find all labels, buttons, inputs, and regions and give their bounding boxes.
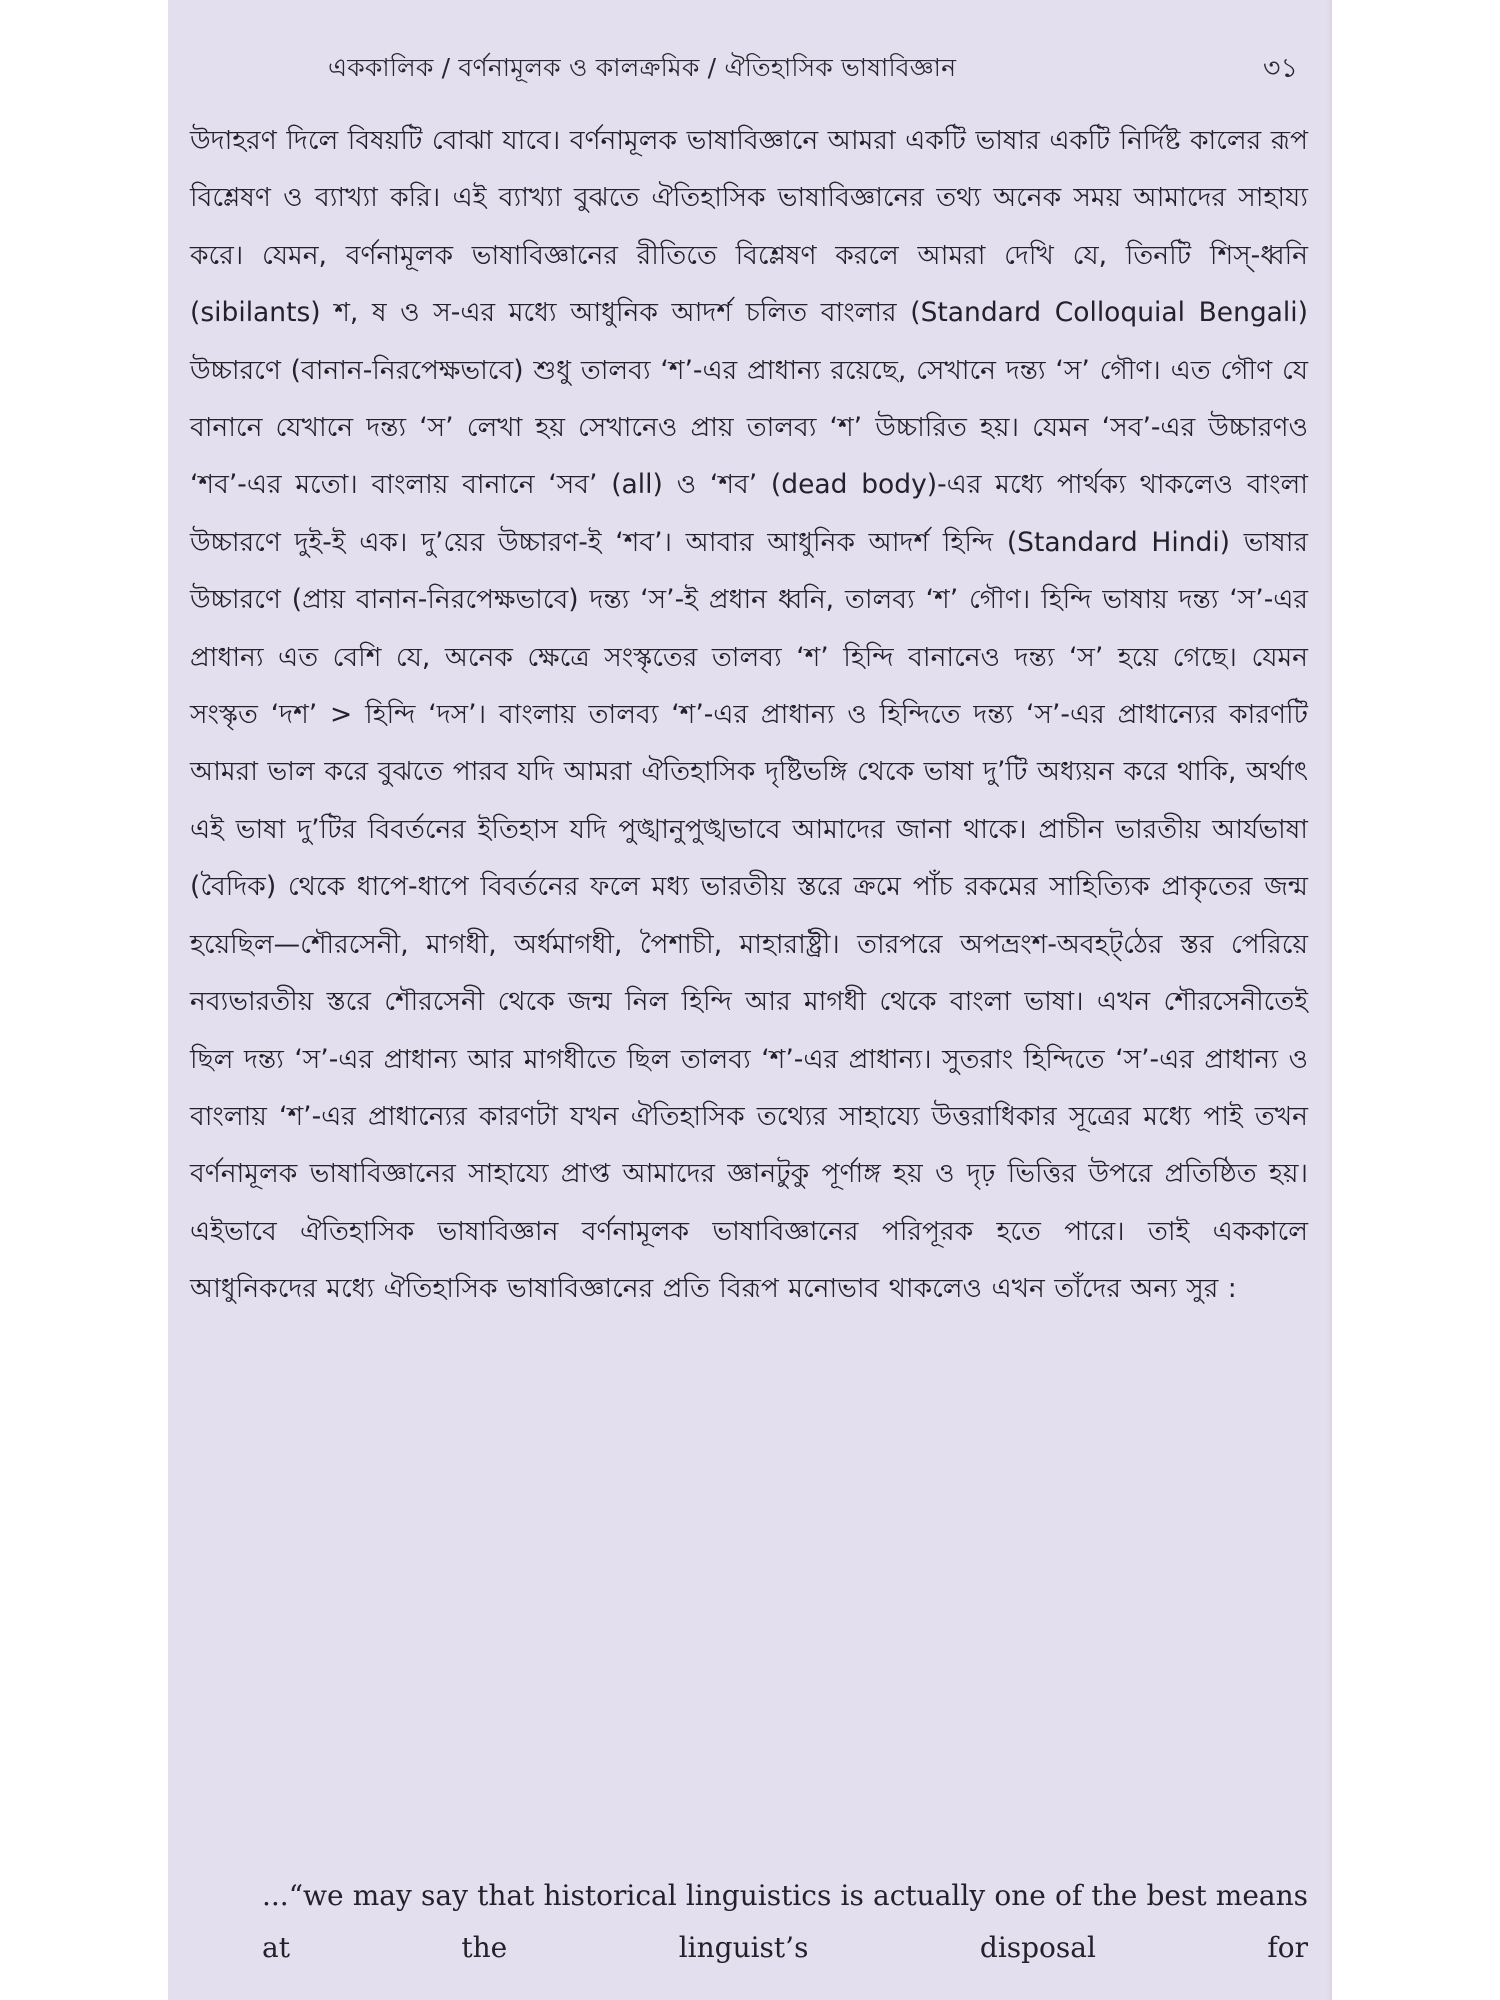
block-quote: ...“we may say that historical linguistics is actually one of the best means at the linguist’s disposal for	[262, 1879, 1308, 1964]
page-edge-shadow	[1326, 0, 1332, 2000]
page-number: ৩১	[1262, 53, 1298, 84]
page-header	[168, 42, 1332, 92]
book-page	[168, 0, 1332, 2000]
body-paragraph: উদাহরণ দিলে বিষয়টি বোঝা যাবে। বর্ণনামূলক ভাষাবিজ্ঞানে আমরা একটি ভাষার একটি নির্দিষ্ট কালের রূপ বিশ্লেষণ ও ব্যাখ্যা করি। এই ব্যাখ্যা বুঝতে ঐতিহাসিক ভাষাবিজ্ঞানের তথ্য অনেক সময় আমাদের সাহায্য করে। যেমন, বর্ণনামূলক ভাষাবিজ্ঞানের রীতিতে বিশ্লেষণ করলে আমরা দেখি যে, তিনটি শিস্‌-ধ্বনি (sibilants) শ, ষ ও স-এর মধ্যে আধুনিক আদর্শ চলিত বাংলার (Standard Colloquial Bengali) উচ্চারণে (বানান-নিরপেক্ষভাবে) শুধু তালব্য ‘শ’-এর প্রাধান্য রয়েছে, সেখানে দন্ত্য ‘স’ গৌণ। এত গৌণ যে বানানে যেখানে দন্ত্য ‘স’ লেখা হয় সেখানেও প্রায় তালব্য ‘শ’ উচ্চারিত হয়। যেমন ‘সব’-এর উচ্চারণও ‘শব’-এর মতো। বাংলায় বানানে ‘সব’ (all) ও ‘শব’ (dead body)-এর মধ্যে পার্থক্য থাকলেও বাংলা উচ্চারণে দুই-ই এক। দু’য়ের উচ্চারণ-ই ‘শব’। আবার আধুনিক আদর্শ হিন্দি (Standard Hindi) ভাষার উচ্চারণে (প্রায় বানান-নিরপেক্ষভাবে) দন্ত্য ‘স’-ই প্রধান ধ্বনি, তালব্য ‘শ’ গৌণ। হিন্দি ভাষায় দন্ত্য ‘স’-এর প্রাধান্য এত বেশি যে, অনেক ক্ষেত্রে সংস্কৃতের তালব্য ‘শ’ হিন্দি বানানেও দন্ত্য ‘স’ হয়ে গেছে। যেমন সংস্কৃত ‘দশ’ > হিন্দি ‘দস’। বাংলায় তালব্য ‘শ’-এর প্রাধান্য ও হিন্দিতে দন্ত্য ‘স’-এর প্রাধান্যের কারণটি আমরা ভাল করে বুঝতে পারব যদি আমরা ঐতিহাসিক দৃষ্টিভঙ্গি থেকে ভাষা দু’টি অধ্যয়ন করে থাকি, অর্থাৎ এই ভাষা দু’টির বিবর্তনের ইতিহাস যদি পুঙ্খানুপুঙ্খভাবে আমাদের জানা থাকে। প্রাচীন ভারতীয় আর্যভাষা (বৈদিক) থেকে ধাপে-ধাপে বিবর্তনের ফলে মধ্য ভারতীয় স্তরে ক্রমে পাঁচ রকমের সাহিত্যিক প্রাকৃতের জন্ম হয়েছিল—শৌরসেনী, মাগধী, অর্ধমাগধী, পৈশাচী, মাহারাষ্ট্রী। তারপরে অপভ্রংশ-অবহট্‌ঠের স্তর পেরিয়ে নব্যভারতীয় স্তরে শৌরসেনী থেকে জন্ম নিল হিন্দি আর মাগধী থেকে বাংলা ভাষা। এখন শৌরসেনীতেই ছিল দন্ত্য ‘স’-এর প্রাধান্য আর মাগধীতে ছিল তালব্য ‘শ’-এর প্রাধান্য। সুতরাং হিন্দিতে ‘স’-এর প্রাধান্য ও বাংলায় ‘শ’-এর প্রাধান্যের কারণটা যখন ঐতিহাসিক তথ্যের সাহায্যে উত্তরাধিকার সূত্রের মধ্যে পাই তখন বর্ণনামূলক ভাষাবিজ্ঞানের সাহায্যে প্রাপ্ত আমাদের জ্ঞানটুকু পূর্ণাঙ্গ হয় ও দৃঢ় ভিত্তির উপরে প্রতিষ্ঠিত হয়। এইভাবে ঐতিহাসিক ভাষাবিজ্ঞান বর্ণনামূলক ভাষাবিজ্ঞানের পরিপূরক হতে পারে। তাই এককালে আধুনিকদের মধ্যে ঐতিহাসিক ভাষাবিজ্ঞানের প্রতি বিরূপ মনোভাব থাকলেও এখন তাঁদের অন্য সুর :	[190, 125, 1308, 1305]
running-title: এককালিক / বর্ণনামূলক ও কালক্রমিক / ঐতিহাসিক ভাষাবিজ্ঞান	[328, 53, 957, 82]
